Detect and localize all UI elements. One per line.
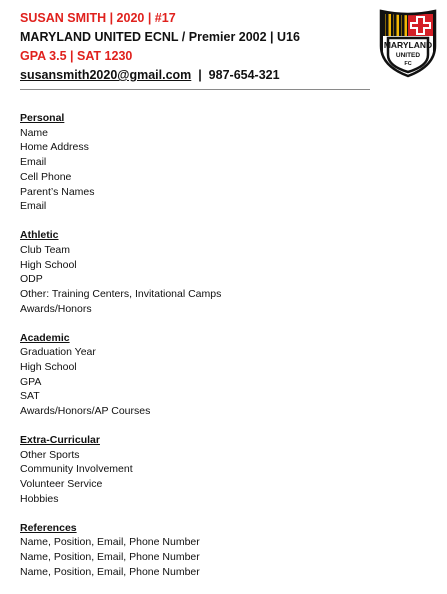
section-title-academic: Academic xyxy=(20,331,70,344)
personal-item: Cell Phone xyxy=(20,170,72,183)
personal-item: Email xyxy=(20,200,47,213)
logo-top-text: MARYLAND xyxy=(383,40,433,50)
section-personal xyxy=(20,111,430,214)
extra-curricular-item: Hobbies xyxy=(20,492,59,505)
extra-curricular-item: Community Involvement xyxy=(20,463,133,476)
section-title-athletic: Athletic xyxy=(20,229,59,242)
reference-item: Name, Position, Email, Phone Number xyxy=(20,536,200,549)
section-title-references: References xyxy=(20,521,77,534)
athletic-item: Other: Training Centers, Invitational Camps xyxy=(20,287,222,300)
phone-number: | 987-654-321 xyxy=(191,68,280,82)
email-link[interactable]: susansmith2020@gmail.com xyxy=(20,68,192,82)
logo-bottom-text: FC xyxy=(404,61,412,67)
reference-item: Name, Position, Email, Phone Number xyxy=(20,565,200,578)
personal-item: Home Address xyxy=(20,141,89,154)
athletic-item: High School xyxy=(20,258,77,271)
header-divider xyxy=(20,89,370,90)
club-team-line: MARYLAND UNITED ECNL / Premier 2002 | U16 xyxy=(20,30,300,44)
section-athletic xyxy=(20,228,430,316)
section-title-personal: Personal xyxy=(20,112,65,124)
gpa-sat-line: GPA 3.5 | SAT 1230 xyxy=(20,49,133,63)
personal-item: Name xyxy=(20,126,49,139)
section-title-extra-curricular: Extra-Curricular xyxy=(20,433,100,446)
extra-curricular-item: Other Sports xyxy=(20,448,80,461)
resume-header xyxy=(20,9,380,85)
academic-item: SAT xyxy=(20,390,40,403)
club-crest-icon xyxy=(378,8,438,78)
name-year-number: SUSAN SMITH | 2020 | #17 xyxy=(20,11,176,25)
athletic-item: Awards/Honors xyxy=(20,302,92,315)
section-extra-curricular xyxy=(20,433,430,507)
maryland-united-fc-logo xyxy=(378,8,438,78)
academic-item: High School xyxy=(20,360,77,373)
reference-item: Name, Position, Email, Phone Number xyxy=(20,551,200,564)
logo-middle-text: UNITED xyxy=(395,52,421,59)
contact-line xyxy=(20,66,380,85)
section-academic xyxy=(20,331,430,419)
resume-content xyxy=(20,111,430,594)
academic-item: GPA xyxy=(20,375,42,388)
athletic-item: ODP xyxy=(20,273,43,286)
athletic-item: Club Team xyxy=(20,243,70,256)
extra-curricular-item: Volunteer Service xyxy=(20,478,103,491)
academic-item: Graduation Year xyxy=(20,346,96,359)
personal-item: Parent’s Names xyxy=(20,185,95,198)
personal-item: Email xyxy=(20,156,47,169)
academic-item: Awards/Honors/AP Courses xyxy=(20,405,151,418)
section-references xyxy=(20,521,430,580)
